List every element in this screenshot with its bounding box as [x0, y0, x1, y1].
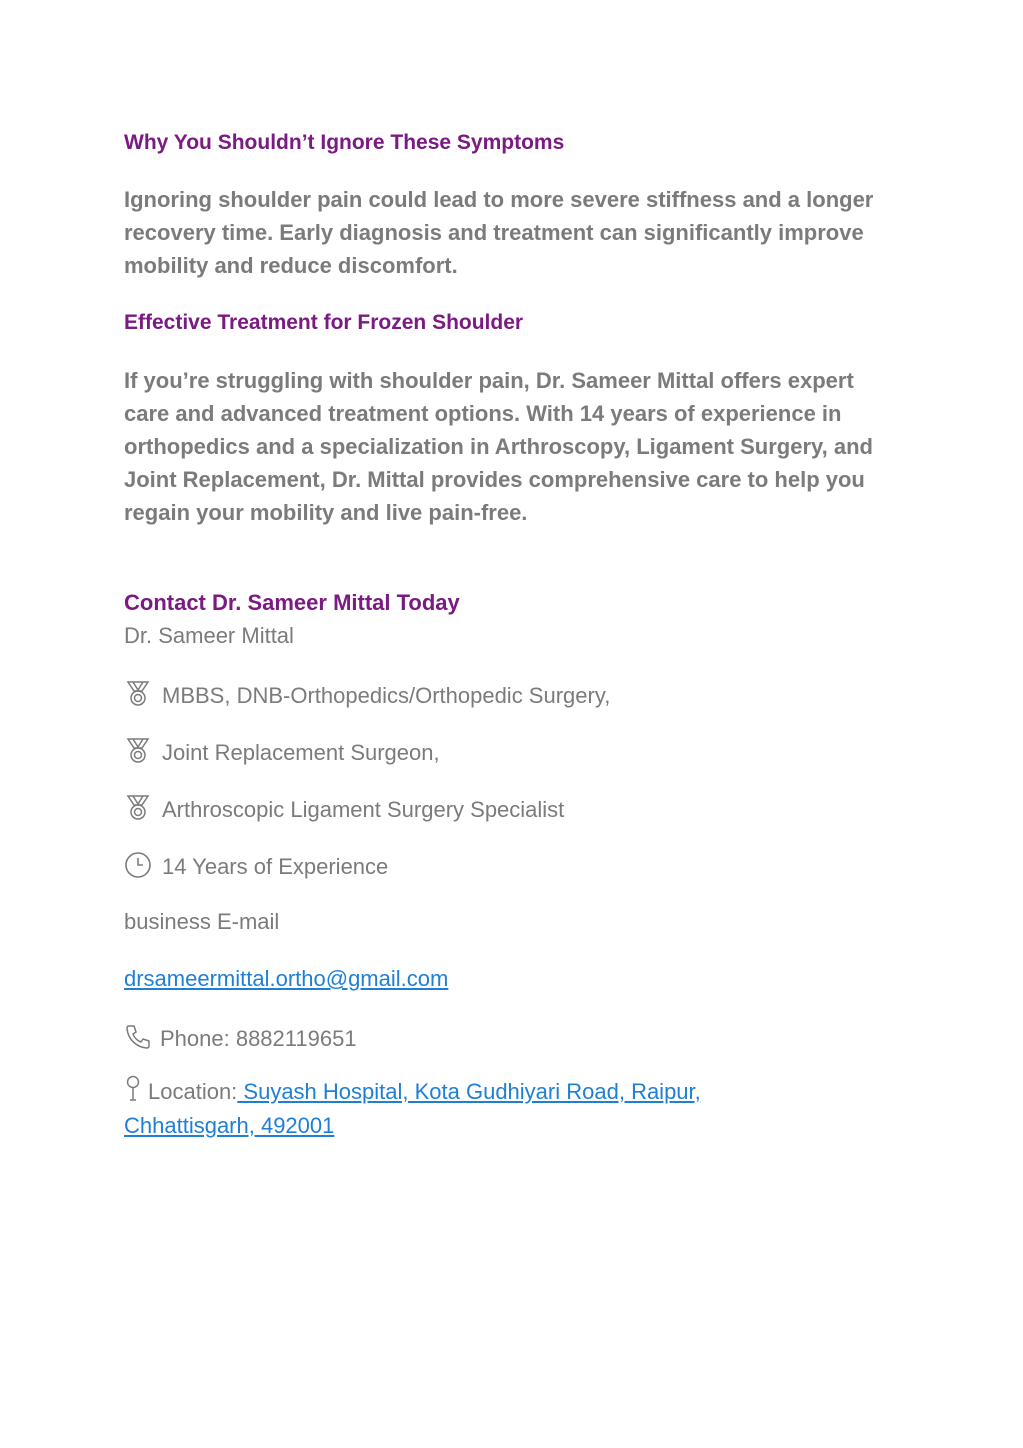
treatment-heading: Effective Treatment for Frozen Shoulder	[124, 311, 524, 334]
treatment-paragraph: If you’re struggling with shoulder pain, Dr. Sameer Mittal offers expert care and advanced treatment options. With 14 years of experience in orthopedics and a specialization in Arthroscopy, Ligament Surgery, and Joint Replacement, Dr. Mittal provides comprehensive care to help you regain your mobility and live pain-free.	[124, 368, 873, 525]
phone-text: Phone: 8882119651	[160, 1026, 357, 1051]
doctor-name: Dr. Sameer Mittal	[124, 623, 294, 648]
location-label: Location:	[148, 1079, 238, 1104]
location-item	[124, 1075, 824, 1143]
contact-heading: Contact Dr. Sameer Mittal Today	[124, 590, 460, 615]
experience-text: 14 Years of Experience	[162, 854, 389, 879]
experience-item	[124, 851, 388, 880]
qualification-item	[124, 794, 564, 823]
qualification-text: MBBS, DNB-Orthopedics/Orthopedic Surgery,	[162, 683, 611, 708]
qualification-item	[124, 680, 610, 709]
address-link-line1[interactable]: Suyash Hospital, Kota Gudhiyari Road, Raipur,	[237, 1079, 701, 1104]
email-row	[124, 966, 448, 992]
location-pin-icon	[124, 1075, 142, 1103]
medal-icon	[124, 794, 152, 822]
email-link[interactable]: drsameermittal.ortho@gmail.com	[124, 966, 449, 991]
symptoms-heading: Why You Shouldn’t Ignore These Symptoms	[124, 131, 565, 154]
email-label: business E-mail	[124, 909, 280, 934]
clock-icon	[124, 851, 152, 879]
address-link-line2[interactable]: Chhattisgarh, 492001	[124, 1113, 335, 1138]
symptoms-paragraph: Ignoring shoulder pain could lead to more severe stiffness and a longer recovery time. Early diagnosis and treatment can significantly improve mobility and reduce discomfort.	[124, 187, 874, 278]
phone-icon	[124, 1023, 152, 1051]
qualification-item	[124, 737, 440, 766]
medal-icon	[124, 680, 152, 708]
qualification-text: Joint Replacement Surgeon,	[162, 740, 440, 765]
medal-icon	[124, 737, 152, 765]
qualification-text: Arthroscopic Ligament Surgery Specialist	[162, 797, 565, 822]
phone-item	[124, 1023, 357, 1052]
